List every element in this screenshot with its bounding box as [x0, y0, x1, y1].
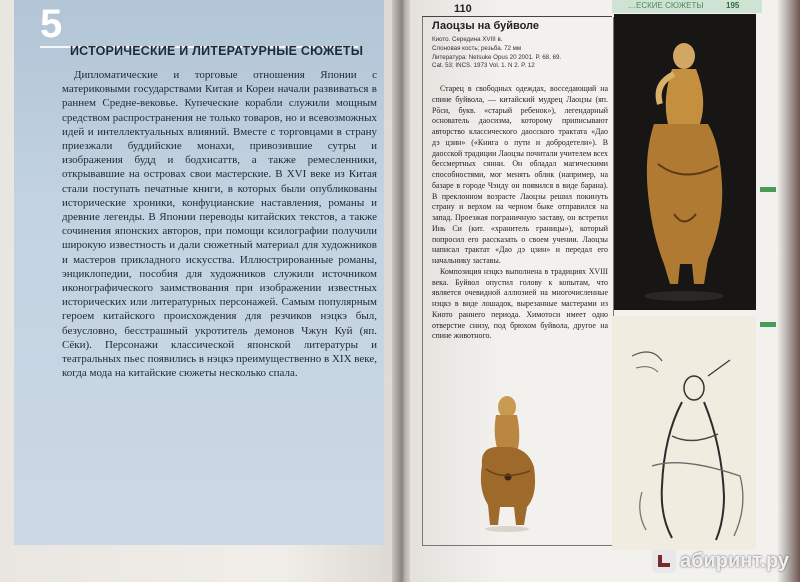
meta-line: Киото. Середина XVIII в.	[432, 36, 503, 43]
caption-marker	[760, 187, 776, 192]
entry-meta	[432, 36, 608, 71]
watermark	[652, 548, 789, 574]
page-number: 110	[454, 3, 472, 15]
running-head-label: …ЕСКИЕ СЮЖЕТЫ	[628, 1, 704, 10]
meta-line: Литература: Netsuke Opus 20 2001. P. 68, 69.	[432, 53, 562, 61]
labirint-logo-icon	[652, 549, 676, 573]
entry-paragraph: Старец в свободных одеждах, восседающий на спине буйвола, — китайский мудрец Лаоцзы (яп. Рōси, букв. «старый ребенок»), легендарный основатель даосизма, которому приписывают авторство классического даосского трактата «Дао дэ цзин» («Книга о пути и добродетели»). В даосской традиции Лаоцзы почитали учителем всех бессмертных сянни. Он обладал магическими способностями, мог менять облик (например, на базаре в городе Чэнду он появился в виде барана). В преклонном возрасте Лаоцзы решил покинуть страну и верхом на черном быке отправился на запад. Проезжая пограничную заставу, он встретил Инь Си (кит. «хранитель границы»), который попросил его рассказать о своем учении. Лаоцзы написал трактат «Дао дэ цзин» и передал его начальнику заставы.	[432, 84, 608, 265]
ink-painting-photo	[612, 316, 756, 550]
left-page	[0, 0, 398, 582]
chapter-text	[62, 68, 377, 380]
running-page-number: 195	[726, 1, 740, 10]
chapter-number: 5	[40, 2, 64, 46]
page-edge	[778, 0, 800, 582]
chapter-title: ИСТОРИЧЕСКИЕ И ЛИТЕРАТУРНЫЕ СЮЖЕТЫ	[70, 44, 364, 58]
meta-line: Слоновая кость; резьба. 72 мм	[432, 44, 522, 52]
watermark-text: абиринт.ру	[680, 549, 790, 572]
entry-title: Лаоцзы на буйволе	[432, 20, 540, 32]
entry-paragraph: Композиция нэцкэ выполнена в традициях XVIII века. Буйвол опустил голову к копытам, что является очевидной аллюзией на многочисленные нэцкэ в виде лошадок, вырезанные мастерами из Киото раннего периода. Химотоси имеет одно отверстие снизу, под брюхом буйвола, другое на спине животного.	[432, 266, 608, 341]
meta-line: Cat. 53; INCS. 1973 Vol. 1. N 2. P. 12	[432, 62, 535, 70]
chapter-paragraph: Дипломатические и торговые отношения Японии с материковыми государствами Китая и Кореи начали развиваться в раннем Средне-вековье. Купеческие корабли служили мощным средством распространения не только товаров, но и всевозможных идей и интеллектуальных влияний. Вместе с торговцами в страну приезжали буддийские монахи, привозившие сутры и изображения будд и бодхисаттв, а также ремесленники, открывавшие на островах свои мастерские. В XVI веке из Китая стали поступать печатные книги, в которых были опубликованы исторические хроники, конфуцианские наставления, романы и древние легенды. В Японии переводы китайских текстов, а также сочинения японских авторов, при помощи ксилографии получили широкую известность и дали сюжетный материал для художников и мастеров прикладного искусства. Иллюстрированные романы, энциклопедии, пособия для художников служили источником иконографического заимствования при изображении известных исторических или литературных персонажей. Самым популярным героем китайского происхождения для резчиков нэцкэ был, безусловно, бесстрашный укротитель демонов Чжун Куй (яп. Сёки). Персонажи классической японской литературы и театральных пьес появились в нэцкэ преимущественно в XIX веке, когда мода на китайские сюжеты несколько спала.	[62, 69, 377, 380]
netsuke-photo-back	[472, 385, 542, 535]
entry-text	[432, 84, 608, 342]
caption-marker	[760, 322, 776, 327]
netsuke-photo-front	[614, 14, 756, 310]
